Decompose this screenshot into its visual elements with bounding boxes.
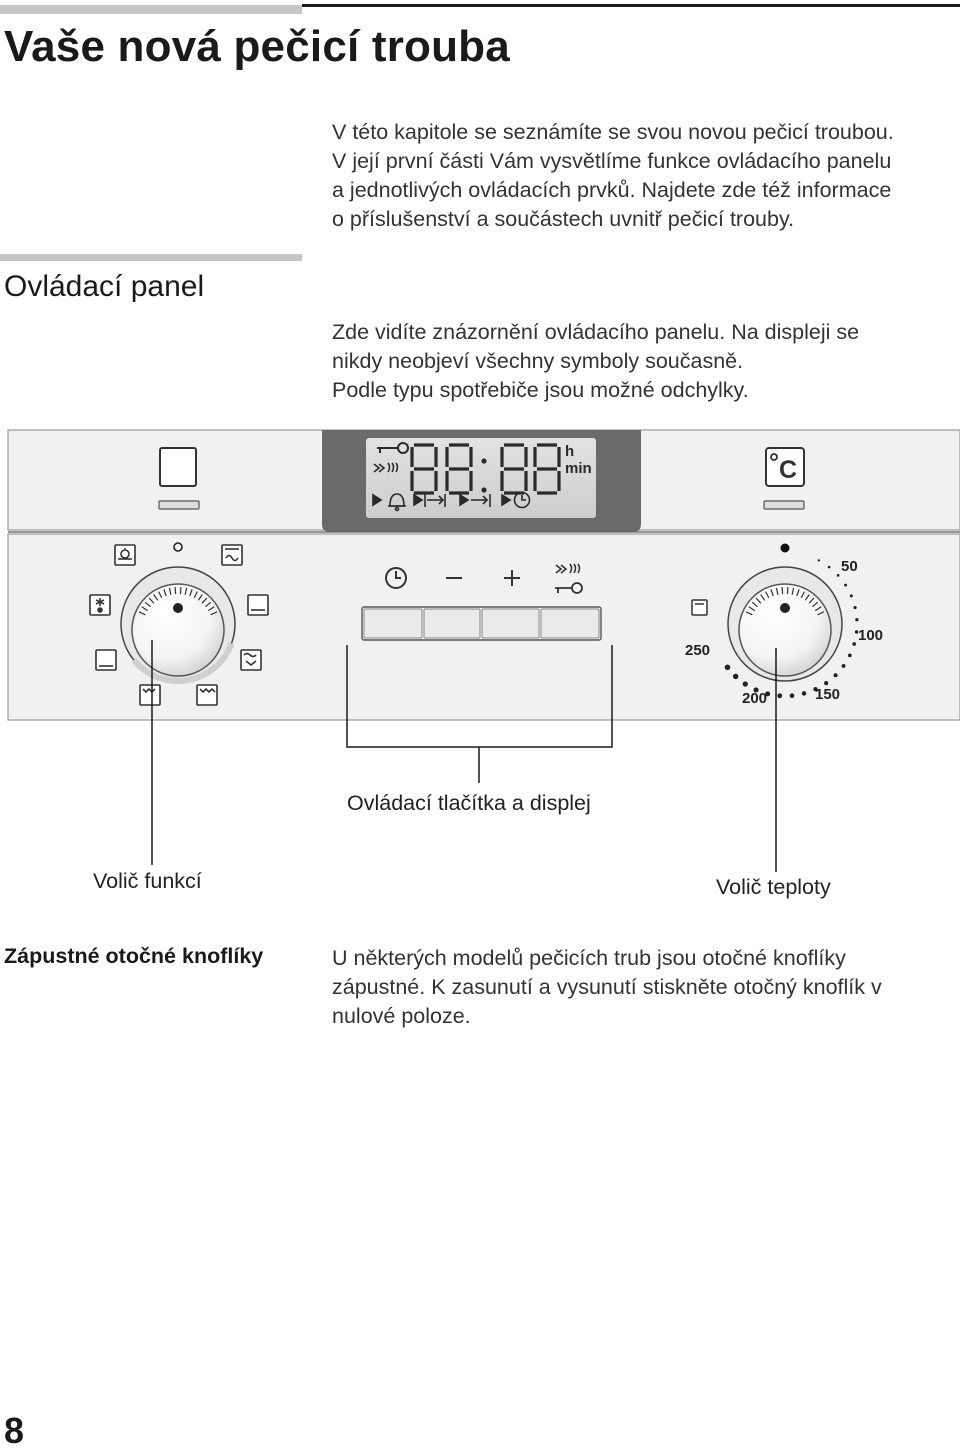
callout-lines [0, 640, 960, 880]
indicator-bar [764, 501, 804, 509]
section-line: nikdy neobjeví všechny symboly současně. [332, 349, 744, 373]
temp-label-200: 200 [742, 690, 768, 707]
temperature-dot [818, 559, 820, 561]
section-heading: Ovládací panel [4, 270, 205, 303]
clock-button[interactable] [364, 609, 422, 638]
colon-dot [481, 458, 486, 463]
display-unit-min: min [565, 460, 592, 477]
display-unit-h: h [565, 443, 575, 460]
temp-label-250: 250 [685, 642, 711, 659]
grill-fan-icon [222, 545, 242, 565]
section-rule [0, 254, 302, 261]
temperature-dot [844, 584, 847, 587]
subsection-paragraph [332, 944, 882, 1031]
callout-function-selector: Volič funkcí [93, 869, 202, 893]
oven-mini-icon [692, 600, 707, 615]
temperature-dot [854, 606, 857, 609]
section-paragraph [332, 318, 859, 405]
celsius-icon [766, 448, 804, 486]
oven-indicator-icon [160, 448, 196, 486]
top-heat-icon [248, 595, 268, 615]
subsection-line: nulové poloze. [332, 1004, 471, 1028]
temp-label-100: 100 [858, 627, 884, 644]
page-number: 8 [4, 1410, 25, 1451]
indicator-bar [159, 501, 199, 509]
subsection-heading: Zápustné otočné knoflíky [4, 944, 264, 968]
svg-text:C: C [779, 456, 798, 484]
header-rule-gray [0, 5, 302, 14]
subsection-line: U některých modelů pečicích trub jsou otočné knoflíky [332, 946, 846, 970]
temperature-dot [837, 574, 840, 577]
rapid-heat-lock-button[interactable] [541, 609, 599, 638]
subsection-line: zápustné. K zasunutí a vysunutí stiskněte otočný knoflík v [332, 975, 882, 999]
control-buttons [362, 607, 601, 640]
temperature-dot [855, 618, 858, 621]
header-rule-black [302, 4, 960, 7]
intro-paragraph [332, 118, 894, 234]
temp-label-50: 50 [841, 558, 858, 575]
intro-line: V její první části Vám vysvětlíme funkce ovládacího panelu [332, 149, 892, 173]
callout-buttons-display: Ovládací tlačítka a displej [347, 791, 591, 815]
page-title: Vaše nová pečicí trouba [4, 22, 510, 71]
colon-dot [481, 487, 486, 492]
minus-button[interactable] [424, 609, 480, 638]
temperature-dot [828, 566, 831, 569]
section-line: Zde vidíte znázornění ovládacího panelu. Na displeji se [332, 320, 860, 344]
temperature-dot [850, 594, 853, 597]
section-line: Podle typu spotřebiče jsou možné odchylky. [332, 378, 749, 402]
intro-line: V této kapitole se seznámíte se svou novou pečicí troubou. [332, 120, 894, 144]
temp-label-150: 150 [815, 686, 841, 703]
lamp-icon [115, 545, 135, 565]
callout-temperature-selector: Volič teploty [716, 875, 831, 899]
intro-line: a jednotlivých ovládacích prvků. Najdete zde též informace [332, 178, 892, 202]
intro-line: o příslušenství a součástech uvnitř pečicí trouby. [332, 207, 795, 231]
defrost-icon [90, 595, 110, 615]
plus-button[interactable] [482, 609, 539, 638]
off-position-mark [781, 544, 790, 553]
